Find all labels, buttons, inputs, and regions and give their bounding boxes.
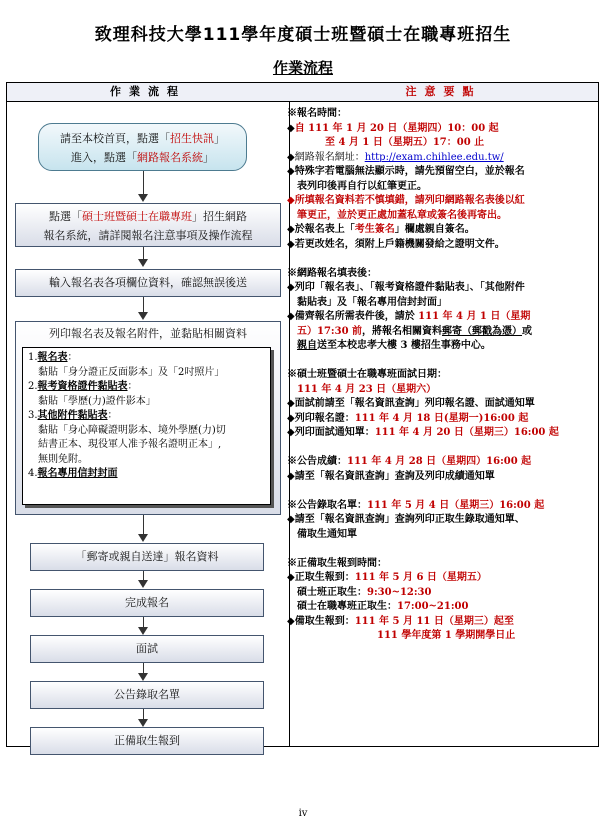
note-registration-time: ※報名時間： bbox=[287, 108, 347, 119]
step1-text-a: 請至本校首頁，點選「 bbox=[60, 132, 170, 145]
detail-4-num: 4. bbox=[28, 468, 38, 479]
registration-url-link[interactable]: http://exam.chihlee.edu.tw/ bbox=[364, 151, 504, 163]
detail-2-body: 黏貼「學歷(力)證件影本」 bbox=[38, 395, 156, 407]
detail-1-title: 報名表 bbox=[37, 352, 68, 363]
note-url-label: ◆網路報名網址： bbox=[287, 151, 365, 163]
detail-3-body-3: 無則免附。 bbox=[38, 453, 88, 465]
note-report-master-time: 9:30~12:30 bbox=[367, 586, 432, 598]
page-subtitle: 作業流程 bbox=[272, 59, 333, 77]
note-special-chars-2: 表列印後再自行以紅筆更正。 bbox=[297, 180, 427, 192]
note-admit-query-2: 備取生通知單 bbox=[297, 528, 357, 540]
note-print-card-a: ◆列印報名證： bbox=[287, 412, 355, 424]
header-flow: 作業流程 bbox=[7, 83, 289, 102]
note-after-form: ※網路報名填表後： bbox=[287, 267, 377, 279]
note-report-inservice-time: 17:00~21:00 bbox=[397, 601, 469, 612]
arrow-head-1 bbox=[138, 194, 148, 202]
flow-step-7: 面試 bbox=[30, 635, 264, 663]
step1-text-c: 進入，點選「 bbox=[71, 151, 137, 164]
detail-1-body: 黏貼「身分證正反面影本」及「2吋照片」 bbox=[38, 366, 225, 378]
detail-3-num: 3. bbox=[28, 410, 38, 421]
note-score-query: ◆請至「報名資訊查詢」查詢及列印成績通知單 bbox=[287, 470, 495, 482]
note-report-inservice-a: 碩士在職專班正取生： bbox=[297, 601, 397, 612]
header-notes: 注意要點 bbox=[289, 83, 598, 102]
flow-step-2 bbox=[15, 203, 281, 247]
arrow-line-3 bbox=[143, 297, 144, 313]
note-deadline-b: ，將報名相關資料 bbox=[362, 325, 443, 337]
note-report-backup-a: ◆備取生報到： bbox=[287, 615, 355, 627]
arrow-head-4 bbox=[138, 534, 148, 542]
note-deadline-red-2: 五）17:30 前 bbox=[297, 325, 363, 337]
step1-text-d: 」 bbox=[203, 151, 214, 164]
flow-step-1 bbox=[38, 123, 247, 171]
arrow-line-4 bbox=[143, 515, 144, 535]
step2-text-b: 」招生網路 bbox=[192, 210, 247, 223]
arrow-head-8 bbox=[138, 719, 148, 727]
note-sign-b: 」欄處親自簽名。 bbox=[394, 224, 475, 235]
arrow-head-3 bbox=[138, 312, 148, 320]
note-print-notice-a: ◆列印面試通知單： bbox=[287, 427, 375, 438]
step4-label: 列印報名表及報名附件，並黏貼相關資料 bbox=[49, 327, 247, 340]
note-interview-date: 111 年 4 月 23 日（星期六） bbox=[297, 383, 437, 395]
note-admit-a: ※公告錄取名單： bbox=[287, 499, 367, 511]
note-report-master-a: 碩士班正取生： bbox=[297, 586, 367, 598]
note-special-chars-1: ◆特殊字若電腦無法顯示時，請先預留空白，並於報名 bbox=[287, 166, 525, 177]
step1-link-system: 網路報名系統 bbox=[137, 151, 203, 164]
flow-step-6: 完成報名 bbox=[30, 589, 264, 617]
note-print-card-date: 111 年 4 月 18 日(星期一)16:00 起 bbox=[354, 412, 529, 424]
note-print-2: 黏貼表」及「報名專用信封封面」 bbox=[297, 296, 447, 308]
note-deadline-red: 111 年 4 月 1 日（星期 bbox=[418, 311, 531, 322]
note-deadline-a: ◆備齊報名所需表件後，請於 bbox=[287, 311, 419, 322]
detail-2-num: 2. bbox=[28, 381, 38, 392]
detail-3-title: 其他附件黏貼表 bbox=[37, 410, 108, 421]
note-sign-a: ◆於報名表上「 bbox=[287, 224, 355, 235]
step2-text-a: 點選「 bbox=[49, 210, 82, 223]
note-admit-date: 111 年 5 月 4 日（星期三）16:00 起 bbox=[367, 499, 545, 511]
detail-1-num: 1. bbox=[28, 352, 38, 363]
arrow-line-1 bbox=[143, 171, 144, 195]
note-in-person: 親自 bbox=[297, 340, 317, 351]
note-report-main-date: 111 年 5 月 6 日（星期五） bbox=[354, 572, 487, 583]
note-name-change: ◆若更改姓名，須附上戶籍機關發給之證明文件。 bbox=[287, 238, 505, 250]
note-sign-red: 考生簽名 bbox=[354, 224, 395, 235]
arrow-head-7 bbox=[138, 673, 148, 681]
step2-link-program: 碩士班暨碩士在職專班 bbox=[82, 210, 192, 223]
note-deadline-c: 或 bbox=[522, 325, 533, 337]
step1-text-b: 」 bbox=[214, 132, 225, 145]
arrow-head-6 bbox=[138, 627, 148, 635]
note-reg-end: 至 4 月 1 日（星期五）17：00 止 bbox=[325, 137, 485, 148]
detail-3-body-2: 結書正本、現役軍人准予報名證明正本」, bbox=[38, 439, 222, 450]
note-print-1: ◆列印「報名表」、「報考資格證件黏貼表」、「其他附件 bbox=[287, 282, 525, 293]
notes-column bbox=[287, 107, 587, 644]
note-interview-date-label: ※碩士班暨碩士在職專班面試日期： bbox=[287, 369, 447, 380]
note-correction-2: 筆更正，並於更正處加蓋私章或簽名後再寄出。 bbox=[297, 209, 507, 221]
detail-1-colon: ： bbox=[67, 352, 78, 363]
flow-step-8: 公告錄取名單 bbox=[30, 681, 264, 709]
note-print-notice-date: 111 年 4 月 20 日（星期三）16:00 起 bbox=[374, 427, 559, 438]
detail-3-colon: ： bbox=[107, 410, 118, 421]
flow-step-9: 正備取生報到 bbox=[30, 727, 264, 755]
note-report-backup-end: 111 學年度第 1 學期開學日止 bbox=[377, 630, 516, 641]
note-deadline-d: 送至本校忠孝大樓 3 樓招生事務中心。 bbox=[317, 340, 491, 351]
detail-3-body-1: 黏貼「身心障礙證明影本、境外學歷(力)切 bbox=[38, 424, 226, 436]
note-report-backup-date: 111 年 5 月 11 日（星期三）起至 bbox=[354, 615, 514, 627]
detail-2-title: 報考資格證件黏貼表 bbox=[37, 381, 128, 392]
note-interview-print: ◆面試前請至「報名資訊查詢」列印報名證、面試通知單 bbox=[287, 398, 535, 409]
flow-step-5: 「郵寄或親自送達」報名資料 bbox=[30, 543, 264, 571]
note-admit-query-1: ◆請至「報名資訊查詢」查詢列印正取生錄取通知單、 bbox=[287, 514, 525, 525]
note-reg-start: 自 111 年 1 月 20 日（星期四）10：00 起 bbox=[294, 122, 499, 134]
detail-4-title: 報名專用信封封面 bbox=[37, 468, 118, 479]
detail-2-colon: ： bbox=[127, 381, 138, 392]
note-score-a: ※公告成績： bbox=[287, 456, 347, 467]
arrow-head-2 bbox=[138, 259, 148, 267]
step1-link-news: 招生快訊 bbox=[170, 132, 214, 145]
flow-step-3: 輸入報名表各項欄位資料，確認無誤後送 bbox=[15, 269, 281, 297]
note-mail: 郵寄（郵戳為憑） bbox=[442, 325, 523, 337]
step2-text-c: 報名系統，請詳閱報名注意事項及操作流程 bbox=[43, 229, 253, 242]
note-bullet: ◆ bbox=[287, 122, 295, 134]
arrow-head-5 bbox=[138, 580, 148, 588]
note-report-time: ※正備取生報到時間： bbox=[287, 557, 387, 569]
attachment-details bbox=[22, 347, 271, 505]
note-report-main-a: ◆正取生報到： bbox=[287, 572, 355, 583]
page-title: 致理科技大學111學年度碩士班暨碩士在職專班招生 bbox=[94, 25, 512, 45]
note-correction-1: ◆所填報名資料若不慎填錯，請列印網路報名表後以紅 bbox=[287, 195, 525, 206]
page-number: iv bbox=[298, 808, 308, 819]
note-score-date: 111 年 4 月 28 日（星期四）16:00 起 bbox=[347, 456, 532, 467]
